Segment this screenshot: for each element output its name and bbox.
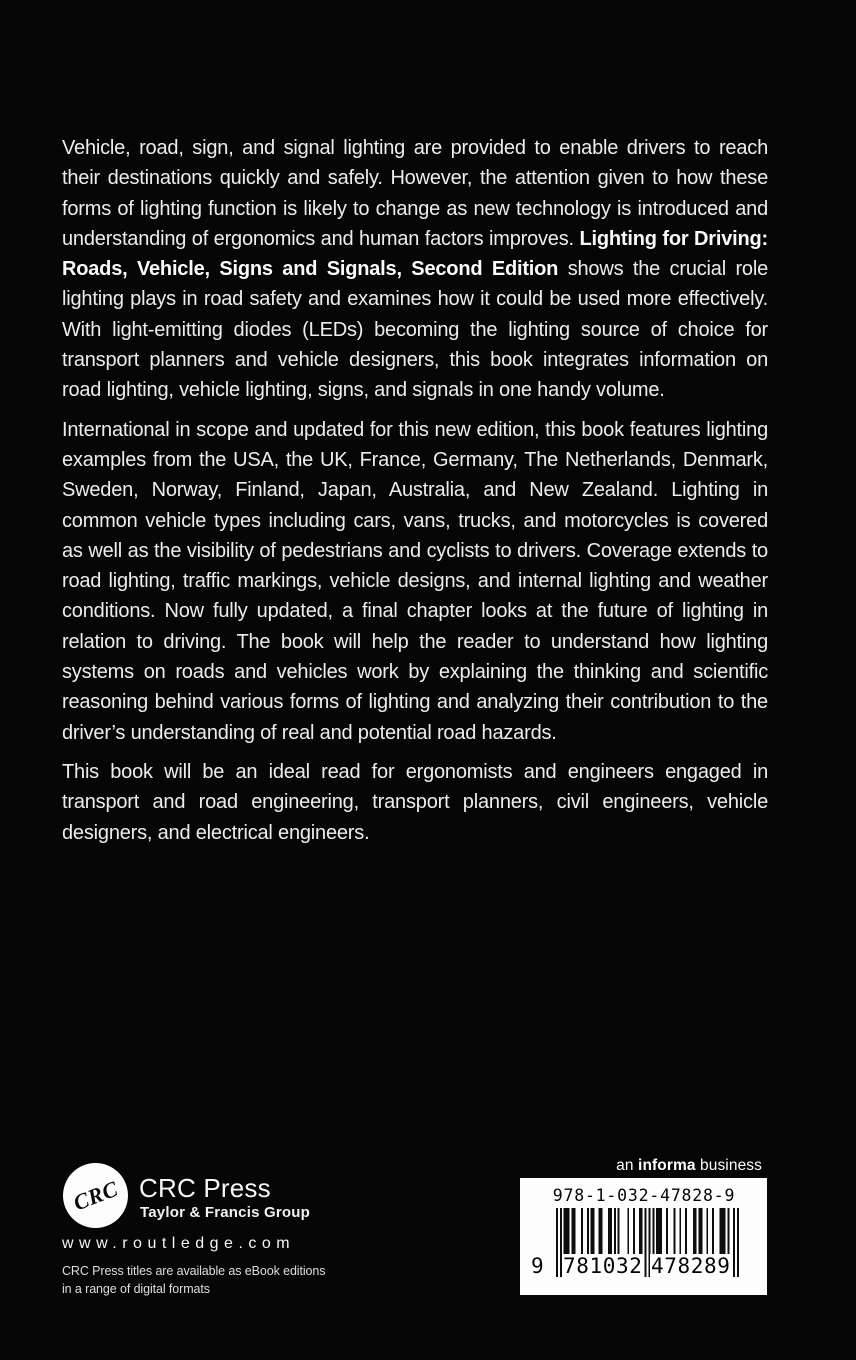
- blurb-paragraph-3: This book will be an ideal read for ergonomists and engineers engaged in transport and road engineering, transport planners, civil engineers, vehicle designers, and electrical engineers.: [62, 760, 768, 844]
- crc-press-logo-icon: [63, 1163, 128, 1228]
- crc-monogram: CRC: [69, 1175, 122, 1215]
- book-blurb: [62, 133, 768, 857]
- blurb-paragraph-2: International in scope and updated for this new edition, this book features lighting examples from the USA, the UK, France, Germany, The Netherlands, Denmark, Sweden, Norway, Finland, Japan, Australia, and New Zealand. Lighting in common vehicle types including cars, vans, trucks, and motorcycles is covered as well as the visibility of pedestrians and cyclists to drivers. Coverage extends to road lighting, traffic markings, vehicle designs, and internal lighting and weather conditions. Now fully updated, a final chapter looks at the future of lighting in relation to driving. The book will help the reader to understand how lighting systems on roads and vehicles work by explaining the thinking and scientific reasoning behind various forms of lighting and analyzing their contribution to the driver’s understanding of real and potential road hazards.: [62, 418, 768, 744]
- publisher-group: Taylor & Francis Group: [140, 1204, 310, 1221]
- isbn-number: 978-1-032-47828-9: [552, 1186, 736, 1205]
- informa-suffix: business: [700, 1157, 762, 1174]
- publisher-website: www.routledge.com: [62, 1235, 296, 1252]
- informa-prefix: an: [616, 1157, 634, 1174]
- blurb-p1-text-after: shows the crucial role lighting plays in road safety and examines how it could be used more effectively. With light-emitting diodes (LEDs) becoming the lighting source of choice for transport planners and vehicle designers, this book integrates information on road lighting, vehicle lighting, signs, and signals in one handy volume.: [62, 258, 768, 402]
- blurb-p1-text-before: Vehicle, road, sign, and signal lighting are provided to enable drivers to reach their destinations quickly and safely. However, the attention given to how these forms of lighting function is likely to change as new technology is introduced and understanding of ergonomics and human factors improves.: [62, 137, 768, 250]
- isbn-barcode: [520, 1178, 767, 1295]
- informa-tagline: [616, 1157, 762, 1175]
- publisher-name: CRC Press: [139, 1173, 271, 1203]
- informa-brand: informa: [638, 1157, 696, 1174]
- ean-right-group: 478289: [651, 1254, 731, 1278]
- ebook-note-line-2: in a range of digital formats: [62, 1281, 210, 1296]
- ean-prefix-digit: 9: [531, 1254, 544, 1278]
- ebook-note: [62, 1263, 325, 1298]
- blurb-paragraph-1: [62, 133, 768, 406]
- ean-left-group: 781032: [563, 1254, 643, 1278]
- ebook-note-line-1: CRC Press titles are available as eBook editions: [62, 1264, 326, 1278]
- book-title-bold: Lighting for Driving: Roads, Vehicle, Signs and Signals, Second Edition: [62, 227, 768, 281]
